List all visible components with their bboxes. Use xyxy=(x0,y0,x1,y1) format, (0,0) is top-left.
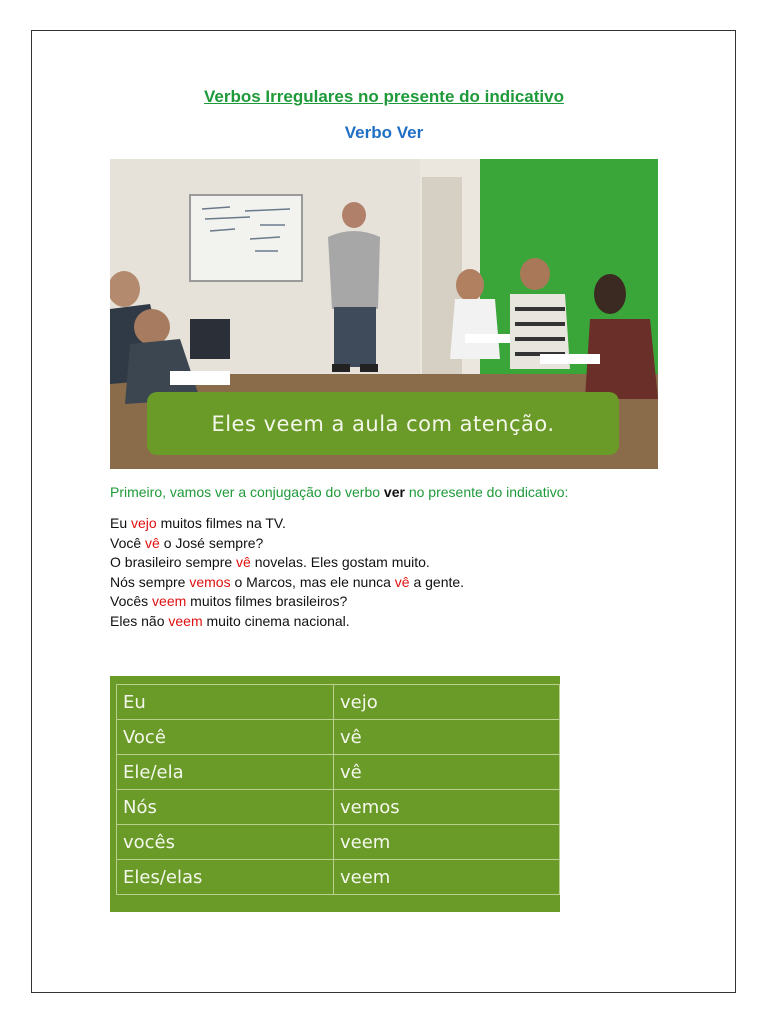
intro-keyword: ver xyxy=(383,484,405,500)
example-text: muito cinema nacional. xyxy=(202,612,350,629)
pronoun-cell: Nós xyxy=(117,790,334,825)
pronoun-cell: vocês xyxy=(117,825,334,860)
example-text: o José sempre? xyxy=(159,534,264,551)
example-text: a gente. xyxy=(409,573,465,590)
conjugation-table xyxy=(116,684,560,895)
example-sentences xyxy=(110,514,464,631)
example-text: o Marcos, mas ele nunca xyxy=(230,573,395,590)
example-text: O brasileiro sempre xyxy=(110,554,237,570)
example-verb: veem xyxy=(168,612,203,629)
example-line xyxy=(110,612,464,632)
example-verb: veem xyxy=(152,593,187,609)
verb-form-cell: veem xyxy=(334,825,560,860)
example-text: Nós sempre xyxy=(110,573,190,590)
example-verb: vejo xyxy=(131,515,157,531)
example-text: Eles não xyxy=(110,612,169,629)
classroom-photo xyxy=(110,159,658,469)
table-row xyxy=(117,790,560,825)
caption-text: Eles veem a aula com atenção. xyxy=(211,411,555,436)
example-text: Você xyxy=(110,534,146,551)
caption-box xyxy=(147,392,619,455)
example-line xyxy=(110,534,464,554)
table-row xyxy=(117,720,560,755)
example-text: novelas. Eles gostam muito. xyxy=(250,554,430,570)
page-title: Verbos Irregulares no presente do indicativo xyxy=(204,87,564,106)
example-text: muitos filmes brasileiros? xyxy=(186,593,348,609)
example-line xyxy=(110,573,464,593)
intro-text-after: no presente do indicativo: xyxy=(404,484,569,500)
intro-paragraph xyxy=(110,484,568,500)
verb-form-cell: vejo xyxy=(334,685,560,720)
table-row xyxy=(117,755,560,790)
verb-form-cell: vê xyxy=(334,720,560,755)
example-verb: vê xyxy=(394,573,410,590)
example-text: muitos filmes na TV. xyxy=(156,515,286,531)
table-row xyxy=(117,825,560,860)
example-text: Vocês xyxy=(110,593,153,609)
pronoun-cell: Você xyxy=(117,720,334,755)
pronoun-cell: Eu xyxy=(117,685,334,720)
example-line xyxy=(110,553,464,573)
pronoun-cell: Eles/elas xyxy=(117,860,334,895)
example-verb: vemos xyxy=(189,573,231,590)
example-verb: vê xyxy=(145,534,160,551)
example-text: Eu xyxy=(110,515,132,531)
verb-form-cell: vê xyxy=(334,755,560,790)
intro-text-before: Primeiro, vamos ver a conjugação do verbo xyxy=(110,484,384,500)
verb-form-cell: veem xyxy=(334,860,560,895)
conjugation-table-panel xyxy=(110,676,560,912)
pronoun-cell: Ele/ela xyxy=(117,755,334,790)
example-verb: vê xyxy=(236,554,251,570)
table-row xyxy=(117,685,560,720)
example-line xyxy=(110,514,464,534)
table-row xyxy=(117,860,560,895)
example-line xyxy=(110,592,464,612)
page-subtitle: Verbo Ver xyxy=(344,123,424,142)
verb-form-cell: vemos xyxy=(334,790,560,825)
